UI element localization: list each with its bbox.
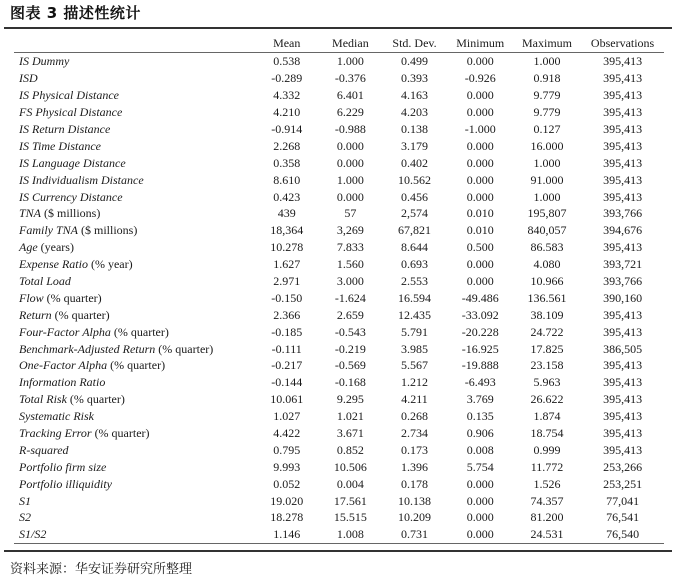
table-row xyxy=(14,441,664,458)
observations-cell: 395,413 xyxy=(603,358,643,373)
variable-name: Information Ratio xyxy=(19,375,106,390)
variable-name: S1 xyxy=(19,493,31,508)
table-row xyxy=(14,357,664,374)
variable-name: Benchmark-Adjusted Return xyxy=(19,341,156,356)
minimum-cell: -20.228 xyxy=(461,324,499,339)
variable-name: Four-Factor Alpha xyxy=(19,324,111,339)
source-note: 资料来源：华安证券研究所整理 xyxy=(10,562,193,577)
mean-cell: 0.052 xyxy=(273,476,301,491)
median-cell: 15.515 xyxy=(333,510,367,525)
std-dev-cell: 10.138 xyxy=(398,493,432,508)
variable-name: IS Currency Distance xyxy=(19,189,123,204)
minimum-cell: -49.486 xyxy=(461,290,499,305)
table-row xyxy=(14,289,664,306)
minimum-cell: 0.000 xyxy=(466,105,494,120)
variable-name: IS Return Distance xyxy=(19,122,111,136)
median-cell: -0.569 xyxy=(334,358,366,373)
std-dev-cell: 0.138 xyxy=(401,122,429,136)
maximum-cell: 0.999 xyxy=(533,442,561,457)
minimum-cell: -19.888 xyxy=(461,358,499,373)
minimum-cell: -33.092 xyxy=(461,307,499,322)
variable-name-cell xyxy=(14,222,254,239)
mean-cell: -0.144 xyxy=(271,375,303,390)
std-dev-cell: 3.179 xyxy=(401,138,429,153)
table-row xyxy=(14,306,664,323)
variable-unit: (% quarter) xyxy=(110,324,169,339)
minimum-cell: 0.000 xyxy=(466,493,494,508)
table-row xyxy=(14,188,664,205)
variable-name: TNA xyxy=(19,206,42,221)
median-cell: 57 xyxy=(344,206,357,221)
variable-unit: ($ millions) xyxy=(41,206,101,221)
table-row xyxy=(14,425,664,442)
minimum-cell: 0.010 xyxy=(466,223,494,238)
table-row xyxy=(14,121,664,138)
observations-cell: 395,413 xyxy=(603,54,643,69)
maximum-cell: 9.779 xyxy=(533,88,561,103)
mean-cell: 2.971 xyxy=(273,274,301,289)
variable-name: Portfolio firm size xyxy=(19,459,107,474)
table-row xyxy=(14,53,664,70)
observations-cell: 395,413 xyxy=(603,324,643,339)
mean-cell: 4.422 xyxy=(273,426,301,441)
std-dev-cell: 3.985 xyxy=(401,341,429,356)
median-cell: 0.000 xyxy=(336,138,364,153)
minimum-cell: 0.000 xyxy=(466,476,494,491)
observations-cell: 390,160 xyxy=(603,290,643,305)
variable-unit: (% quarter) xyxy=(51,307,110,322)
maximum-cell: 5.963 xyxy=(533,375,561,390)
header-maximum: Maximum xyxy=(513,33,581,53)
bottom-rule xyxy=(4,550,672,552)
maximum-cell: 91.000 xyxy=(530,172,564,187)
table-body xyxy=(14,53,664,544)
minimum-cell: 0.135 xyxy=(466,409,494,424)
median-cell: 2.659 xyxy=(336,307,364,322)
variable-unit: (% quarter) xyxy=(66,392,125,407)
variable-name: Flow xyxy=(19,290,44,305)
minimum-cell: 0.000 xyxy=(448,526,513,543)
std-dev-cell: 0.178 xyxy=(401,476,429,491)
std-dev-cell: 0.731 xyxy=(381,526,447,543)
maximum-cell: 195,807 xyxy=(527,206,567,221)
std-dev-cell: 10.209 xyxy=(398,510,432,525)
maximum-cell: 23.158 xyxy=(530,358,564,373)
observations-cell: 395,413 xyxy=(603,88,643,103)
observations-cell: 253,251 xyxy=(603,476,643,491)
maximum-cell: 1.000 xyxy=(533,189,561,204)
figure-title: 图表 3 描述性统计 xyxy=(10,4,141,22)
table-row xyxy=(14,87,664,104)
minimum-cell: 0.500 xyxy=(466,240,494,255)
median-cell: -0.168 xyxy=(334,375,366,390)
median-cell: 0.000 xyxy=(336,155,364,170)
mean-cell: 1.027 xyxy=(273,409,301,424)
minimum-cell: 3.769 xyxy=(466,392,494,407)
minimum-cell: -16.925 xyxy=(461,341,499,356)
maximum-cell: 16.000 xyxy=(530,138,564,153)
variable-name: IS Dummy xyxy=(19,54,70,69)
table-row xyxy=(14,475,664,492)
std-dev-cell: 0.402 xyxy=(401,155,429,170)
mean-cell: 8.610 xyxy=(273,172,301,187)
variable-name-cell xyxy=(14,171,254,188)
mean-cell: 4.332 xyxy=(273,88,301,103)
variable-name: IS Time Distance xyxy=(19,138,101,153)
variable-name-cell xyxy=(14,273,254,290)
observations-cell: 395,413 xyxy=(603,155,643,170)
mean-cell: 1.627 xyxy=(273,257,301,272)
table-row xyxy=(14,256,664,273)
mean-cell: 0.795 xyxy=(273,442,301,457)
variable-name-cell xyxy=(14,289,254,306)
median-cell: 3.000 xyxy=(336,274,364,289)
median-cell: 0.000 xyxy=(336,189,364,204)
variable-name: Return xyxy=(19,307,52,322)
variable-name-cell xyxy=(14,357,254,374)
median-cell: 3,269 xyxy=(336,223,364,238)
variable-name-cell xyxy=(14,425,254,442)
maximum-cell: 26.622 xyxy=(530,392,564,407)
maximum-cell: 840,057 xyxy=(527,223,567,238)
mean-cell: 4.210 xyxy=(273,105,301,120)
variable-name: One-Factor Alpha xyxy=(19,358,108,373)
median-cell: -0.219 xyxy=(334,341,366,356)
maximum-cell: 1.000 xyxy=(533,54,561,69)
maximum-cell: 24.531 xyxy=(513,526,581,543)
minimum-cell: -6.493 xyxy=(464,375,496,390)
variable-name-cell xyxy=(14,441,254,458)
minimum-cell: 0.010 xyxy=(466,206,494,221)
table-row xyxy=(14,154,664,171)
median-cell: 1.021 xyxy=(336,409,364,424)
variable-name: ISD xyxy=(19,71,38,86)
table-row xyxy=(14,205,664,222)
variable-name-cell xyxy=(14,340,254,357)
std-dev-cell: 0.693 xyxy=(401,257,429,272)
minimum-cell: 0.000 xyxy=(466,155,494,170)
observations-cell: 253,266 xyxy=(603,459,643,474)
variable-unit: (% quarter) xyxy=(43,290,102,305)
observations-cell: 393,766 xyxy=(603,206,643,221)
std-dev-cell: 8.644 xyxy=(401,240,429,255)
header-variable xyxy=(14,33,254,53)
table-row xyxy=(14,273,664,290)
observations-cell: 395,413 xyxy=(603,442,643,457)
variable-unit: ($ millions) xyxy=(78,223,138,238)
minimum-cell: 5.754 xyxy=(466,459,494,474)
mean-cell: 19.020 xyxy=(270,493,304,508)
maximum-cell: 4.080 xyxy=(533,257,561,272)
observations-cell: 76,540 xyxy=(581,526,664,543)
mean-cell: 10.278 xyxy=(270,240,304,255)
observations-cell: 395,413 xyxy=(603,189,643,204)
maximum-cell: 24.722 xyxy=(530,324,564,339)
observations-cell: 393,721 xyxy=(603,257,643,272)
median-cell: 10.506 xyxy=(333,459,367,474)
std-dev-cell: 1.396 xyxy=(401,459,429,474)
maximum-cell: 1.000 xyxy=(533,155,561,170)
observations-cell: 395,413 xyxy=(603,240,643,255)
maximum-cell: 74.357 xyxy=(530,493,564,508)
table-row xyxy=(14,408,664,425)
variable-name-cell xyxy=(14,492,254,509)
minimum-cell: 0.000 xyxy=(466,257,494,272)
variable-name-cell xyxy=(14,239,254,256)
std-dev-cell: 5.567 xyxy=(401,358,429,373)
header-median: Median xyxy=(319,33,381,53)
table-row xyxy=(14,222,664,239)
maximum-cell: 136.561 xyxy=(527,290,567,305)
observations-cell: 395,413 xyxy=(603,71,643,86)
variable-name-cell xyxy=(14,104,254,121)
observations-cell: 394,676 xyxy=(603,223,643,238)
maximum-cell: 81.200 xyxy=(530,510,564,525)
table-row xyxy=(14,391,664,408)
variable-name: IS Language Distance xyxy=(19,155,126,170)
table-row xyxy=(14,104,664,121)
std-dev-cell: 4.203 xyxy=(401,105,429,120)
table-row xyxy=(14,492,664,509)
variable-name: Total Risk xyxy=(19,392,67,407)
std-dev-cell: 12.435 xyxy=(398,307,432,322)
median-cell: -0.376 xyxy=(334,71,366,86)
mean-cell: 0.538 xyxy=(273,54,301,69)
observations-cell: 76,541 xyxy=(606,510,640,525)
maximum-cell: 1.526 xyxy=(533,476,561,491)
variable-name-cell xyxy=(14,137,254,154)
variable-name-cell xyxy=(14,188,254,205)
variable-name: S2 xyxy=(19,510,31,525)
variable-name-cell xyxy=(14,526,254,543)
std-dev-cell: 4.163 xyxy=(401,88,429,103)
median-cell: 6.401 xyxy=(336,88,364,103)
table-row xyxy=(14,239,664,256)
table-row xyxy=(14,374,664,391)
variable-name-cell xyxy=(14,408,254,425)
mean-cell: -0.217 xyxy=(271,358,303,373)
median-cell: 6.229 xyxy=(336,105,364,120)
observations-cell: 395,413 xyxy=(603,122,643,136)
variable-name: Family TNA xyxy=(19,223,78,238)
median-cell: 1.560 xyxy=(336,257,364,272)
maximum-cell: 0.918 xyxy=(533,71,561,86)
maximum-cell: 17.825 xyxy=(530,341,564,356)
std-dev-cell: 4.211 xyxy=(401,392,428,407)
std-dev-cell: 2.734 xyxy=(401,426,429,441)
variable-name: R-squared xyxy=(19,442,69,457)
variable-name: FS Physical Distance xyxy=(19,105,123,120)
header-std-dev: Std. Dev. xyxy=(381,33,447,53)
minimum-cell: -1.000 xyxy=(464,122,496,136)
observations-cell: 395,413 xyxy=(603,105,643,120)
table-row xyxy=(14,323,664,340)
header-mean: Mean xyxy=(254,33,319,53)
minimum-cell: -0.926 xyxy=(464,71,496,86)
median-cell: 1.000 xyxy=(336,54,364,69)
variable-name: Tracking Error xyxy=(19,426,92,441)
minimum-cell: 0.000 xyxy=(466,54,494,69)
table-row xyxy=(14,137,664,154)
observations-cell: 395,413 xyxy=(603,426,643,441)
median-cell: 0.852 xyxy=(336,442,364,457)
std-dev-cell: 0.268 xyxy=(401,409,429,424)
std-dev-cell: 0.393 xyxy=(401,71,429,86)
mean-cell: 2.366 xyxy=(273,307,301,322)
mean-cell: -0.914 xyxy=(271,122,303,136)
minimum-cell: 0.000 xyxy=(466,189,494,204)
mean-cell: 1.146 xyxy=(254,526,319,543)
minimum-cell: 0.906 xyxy=(466,426,494,441)
table-header-row xyxy=(14,33,664,53)
observations-cell: 386,505 xyxy=(603,341,643,356)
variable-name-cell xyxy=(14,70,254,87)
mean-cell: 439 xyxy=(277,206,296,221)
maximum-cell: 86.583 xyxy=(530,240,564,255)
mean-cell: 0.358 xyxy=(273,155,301,170)
variable-name-cell xyxy=(14,205,254,222)
variable-name-cell xyxy=(14,256,254,273)
mean-cell: 18.278 xyxy=(270,510,304,525)
median-cell: 17.561 xyxy=(333,493,367,508)
minimum-cell: 0.000 xyxy=(466,510,494,525)
variable-name-cell xyxy=(14,374,254,391)
std-dev-cell: 2.553 xyxy=(401,274,429,289)
observations-cell: 395,413 xyxy=(603,172,643,187)
maximum-cell: 10.966 xyxy=(530,274,564,289)
variable-name: Total Load xyxy=(19,274,71,289)
variable-name: Expense Ratio xyxy=(19,257,88,272)
observations-cell: 395,413 xyxy=(603,307,643,322)
mean-cell: -0.150 xyxy=(271,290,303,305)
std-dev-cell: 16.594 xyxy=(398,290,432,305)
observations-cell: 395,413 xyxy=(603,138,643,153)
maximum-cell: 38.109 xyxy=(530,307,564,322)
median-cell: 3.671 xyxy=(336,426,364,441)
table-row xyxy=(14,509,664,526)
header-minimum: Minimum xyxy=(448,33,513,53)
mean-cell: 0.423 xyxy=(273,189,301,204)
observations-cell: 395,413 xyxy=(603,375,643,390)
maximum-cell: 9.779 xyxy=(533,105,561,120)
observations-cell: 393,766 xyxy=(603,274,643,289)
median-cell: 0.004 xyxy=(336,476,364,491)
mean-cell: -0.111 xyxy=(271,341,302,356)
variable-unit: (% quarter) xyxy=(91,426,150,441)
minimum-cell: 0.000 xyxy=(466,88,494,103)
std-dev-cell: 1.212 xyxy=(401,375,429,390)
variable-name-cell xyxy=(14,391,254,408)
maximum-cell: 0.127 xyxy=(533,122,561,136)
mean-cell: 10.061 xyxy=(270,392,304,407)
mean-cell: -0.289 xyxy=(271,71,303,86)
median-cell: 7.833 xyxy=(336,240,364,255)
observations-cell: 395,413 xyxy=(603,409,643,424)
descriptive-statistics-table xyxy=(14,33,664,544)
minimum-cell: 0.000 xyxy=(466,172,494,187)
variable-unit: (% year) xyxy=(87,257,133,272)
std-dev-cell: 5.791 xyxy=(401,324,429,339)
variable-name-cell xyxy=(14,458,254,475)
mean-cell: 9.993 xyxy=(273,459,301,474)
table-row xyxy=(14,340,664,357)
variable-name: Portfolio illiquidity xyxy=(19,476,112,491)
variable-name-cell xyxy=(14,306,254,323)
variable-name-cell xyxy=(14,509,254,526)
variable-unit: (% quarter) xyxy=(155,341,214,356)
variable-name-cell xyxy=(14,475,254,492)
std-dev-cell: 10.562 xyxy=(398,172,432,187)
table-row xyxy=(14,458,664,475)
std-dev-cell: 2,574 xyxy=(401,206,429,221)
mean-cell: 18,364 xyxy=(270,223,304,238)
median-cell: 9.295 xyxy=(336,392,364,407)
median-cell: 1.000 xyxy=(336,172,364,187)
table-row xyxy=(14,171,664,188)
variable-name: S1/S2 xyxy=(19,527,47,542)
header-observations: Observations xyxy=(581,33,664,53)
std-dev-cell: 0.499 xyxy=(401,54,429,69)
variable-unit: (% quarter) xyxy=(107,358,166,373)
median-cell: -0.988 xyxy=(334,122,366,136)
table-row xyxy=(14,526,664,543)
table-row xyxy=(14,70,664,87)
variable-name: IS Individualism Distance xyxy=(19,172,144,187)
mean-cell: -0.185 xyxy=(271,324,303,339)
variable-name-cell xyxy=(14,323,254,340)
variable-name: Age xyxy=(19,240,38,255)
variable-name-cell xyxy=(14,121,254,138)
variable-unit: (years) xyxy=(37,240,74,255)
median-cell: 1.008 xyxy=(319,526,381,543)
variable-name-cell xyxy=(14,154,254,171)
median-cell: -0.543 xyxy=(334,324,366,339)
observations-cell: 395,413 xyxy=(603,392,643,407)
observations-cell: 77,041 xyxy=(606,493,640,508)
minimum-cell: 0.008 xyxy=(466,442,494,457)
minimum-cell: 0.000 xyxy=(466,138,494,153)
std-dev-cell: 67,821 xyxy=(398,223,432,238)
top-rule xyxy=(4,27,672,29)
std-dev-cell: 0.173 xyxy=(401,442,429,457)
maximum-cell: 11.772 xyxy=(530,459,564,474)
std-dev-cell: 0.456 xyxy=(401,189,429,204)
variable-name: Systematic Risk xyxy=(19,409,94,424)
maximum-cell: 1.874 xyxy=(533,409,561,424)
variable-name: IS Physical Distance xyxy=(19,88,119,103)
maximum-cell: 18.754 xyxy=(530,426,564,441)
minimum-cell: 0.000 xyxy=(466,274,494,289)
variable-name-cell xyxy=(14,87,254,104)
mean-cell: 2.268 xyxy=(273,138,301,153)
median-cell: -1.624 xyxy=(334,290,366,305)
variable-name-cell xyxy=(14,53,254,70)
